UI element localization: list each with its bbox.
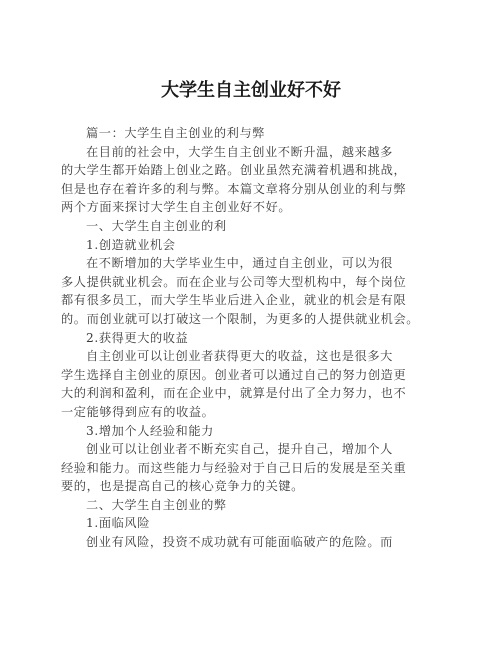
body-line: 的。而创业就可以打破这一个限制，为更多的人提供就业机会。 <box>61 311 420 326</box>
body-line: 学生选择自主创业的原因。创业者可以通过自己的努力创造更 <box>61 367 407 382</box>
body-line: 大的利润和盈利，而在企业中，就算是付出了全力努力，也不 <box>61 386 407 401</box>
body-line: 篇一：大学生自主创业的利与弊 <box>86 126 266 140</box>
body-line: 1.创造就业机会 <box>86 237 176 252</box>
document-title: 大学生自主创业好不好 <box>161 80 341 101</box>
body-line: 要的，也是提高自己的核心竞争力的关键。 <box>61 479 304 494</box>
body-line: 经验和能力。而这些能力与经验对于自己日后的发展是至关重 <box>61 460 407 475</box>
body-line: 都有很多员工，而大学生毕业后进入企业，就业的机会是有限 <box>61 293 407 308</box>
body-line: 的大学生都开始踏上创业之路。创业虽然充满着机遇和挑战， <box>61 163 407 178</box>
body-line: 但是也存在着许多的利与弊。本篇文章将分别从创业的利与弊 <box>61 181 407 196</box>
body-line: 两个方面来探讨大学生自主创业好不好。 <box>61 200 292 215</box>
body-line: 二、大学生自主创业的弊 <box>86 497 227 512</box>
body-line: 自主创业可以让创业者获得更大的收益，这也是很多大 <box>86 349 393 364</box>
document-body <box>61 124 441 552</box>
body-line: 3.增加个人经验和能力 <box>86 423 214 438</box>
body-line: 1.面临风险 <box>86 516 150 531</box>
body-line: 在目前的社会中，大学生自主创业不断升温，越来越多 <box>86 144 393 159</box>
body-line: 一定能够得到应有的收益。 <box>61 404 215 419</box>
body-line: 多人提供就业机会。而在企业与公司等大型机构中，每个岗位 <box>61 274 407 289</box>
body-line: 在不断增加的大学毕业生中，通过自主创业，可以为很 <box>86 256 393 271</box>
body-line: 2.获得更大的收益 <box>86 330 189 345</box>
body-line: 一、大学生自主创业的利 <box>86 218 227 233</box>
body-line: 创业可以让创业者不断充实自己，提升自己，增加个人 <box>86 442 393 457</box>
body-line: 创业有风险，投资不成功就有可能面临破产的危险。而 <box>86 535 393 550</box>
